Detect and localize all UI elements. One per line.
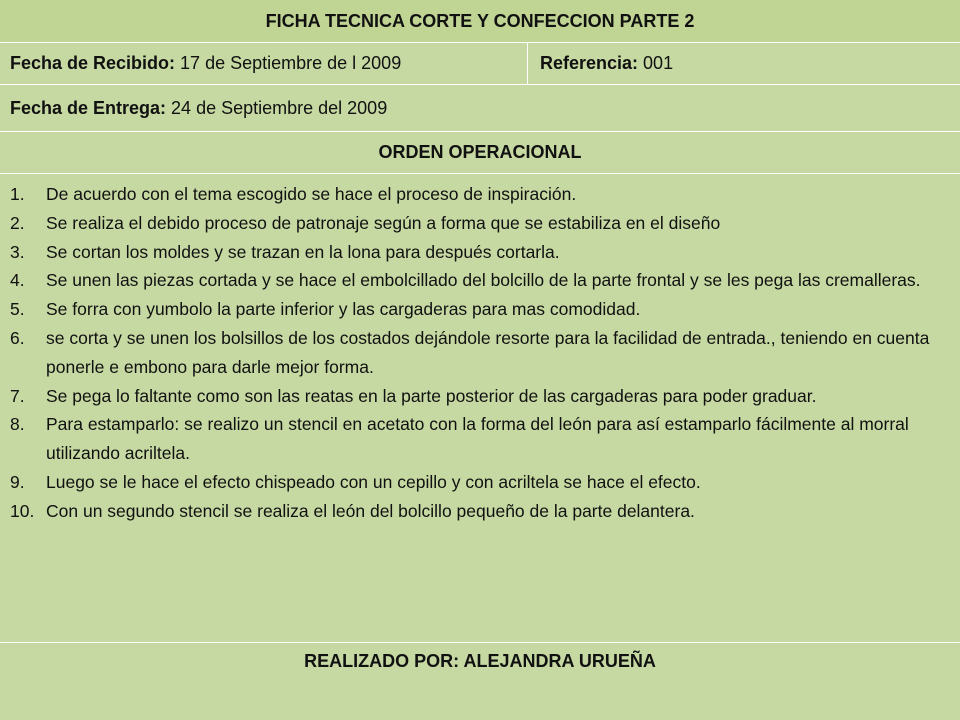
step-number: 6. (10, 327, 25, 348)
list-item (10, 266, 930, 295)
delivery-date-row (0, 85, 960, 132)
step-number: 1. (10, 184, 25, 204)
list-item (10, 382, 930, 411)
step-number: 9. (10, 471, 25, 492)
step-text: Con un segundo stencil se realiza el león del bolcillo pequeño de la parte delantera. (46, 500, 695, 521)
step-text: Se pega lo faltante como son las reatas en la parte posterior de las cargaderas para poder graduar. (46, 385, 817, 406)
received-date-label: Fecha de Recibido: (10, 53, 176, 73)
step-text: Para estamparlo: se realizo un stencil en acetato con la forma del león para así estamparlo fácilmente al morral utilizando acriltela. (46, 414, 909, 464)
step-text: Se cortan los moldes y se trazan en la lona para después cortarla. (46, 241, 560, 262)
reference-cell (528, 43, 960, 84)
step-text: Se unen las piezas cortada y se hace el embolcillado del bolcillo de la parte frontal y se les pega las cremalleras. (46, 270, 921, 291)
list-item (10, 180, 930, 209)
step-number: 4. (10, 270, 25, 291)
received-date-cell (0, 43, 528, 84)
step-number: 2. (10, 212, 25, 233)
list-item (10, 295, 930, 324)
list-item (10, 410, 930, 468)
author-row (0, 643, 960, 720)
list-item (10, 468, 930, 497)
title-row (0, 0, 960, 43)
section-title-row (0, 132, 960, 174)
step-text: De acuerdo con el tema escogido se hace el proceso de inspiración. (46, 184, 577, 204)
list-item (10, 238, 930, 267)
step-number: 10. (10, 500, 35, 521)
dates-row (0, 43, 960, 85)
steps-row (0, 174, 960, 643)
reference-value: 001 (638, 53, 674, 73)
step-number: 8. (10, 414, 25, 435)
section-title: ORDEN OPERACIONAL (378, 142, 582, 162)
step-text: Luego se le hace el efecto chispeado con un cepillo y con acriltela se hace el efecto. (46, 471, 701, 492)
list-item (10, 324, 930, 382)
step-text: Se realiza el debido proceso de patronaje según a forma que se estabiliza en el diseño (46, 212, 721, 233)
step-text: se corta y se unen los bolsillos de los costados dejándole resorte para la facilidad de entrada., teniendo en cuenta ponerle e embono para darle mejor forma. (46, 327, 930, 377)
author-signature: REALIZADO POR: ALEJANDRA URUEÑA (304, 651, 656, 671)
reference-label: Referencia: (540, 53, 639, 73)
delivery-date-value: 24 de Septiembre del 2009 (166, 97, 388, 118)
list-item (10, 497, 930, 526)
list-item (10, 209, 930, 238)
sheet-title: FICHA TECNICA CORTE Y CONFECCION PARTE 2 (265, 10, 695, 31)
step-number: 7. (10, 385, 25, 406)
step-text: Se forra con yumbolo la parte inferior y las cargaderas para mas comodidad. (46, 299, 641, 320)
delivery-date-label: Fecha de Entrega: (10, 97, 167, 118)
received-date-value: 17 de Septiembre de l 2009 (175, 53, 402, 73)
step-number: 5. (10, 299, 25, 320)
steps-list (0, 174, 960, 526)
step-number: 3. (10, 241, 25, 262)
